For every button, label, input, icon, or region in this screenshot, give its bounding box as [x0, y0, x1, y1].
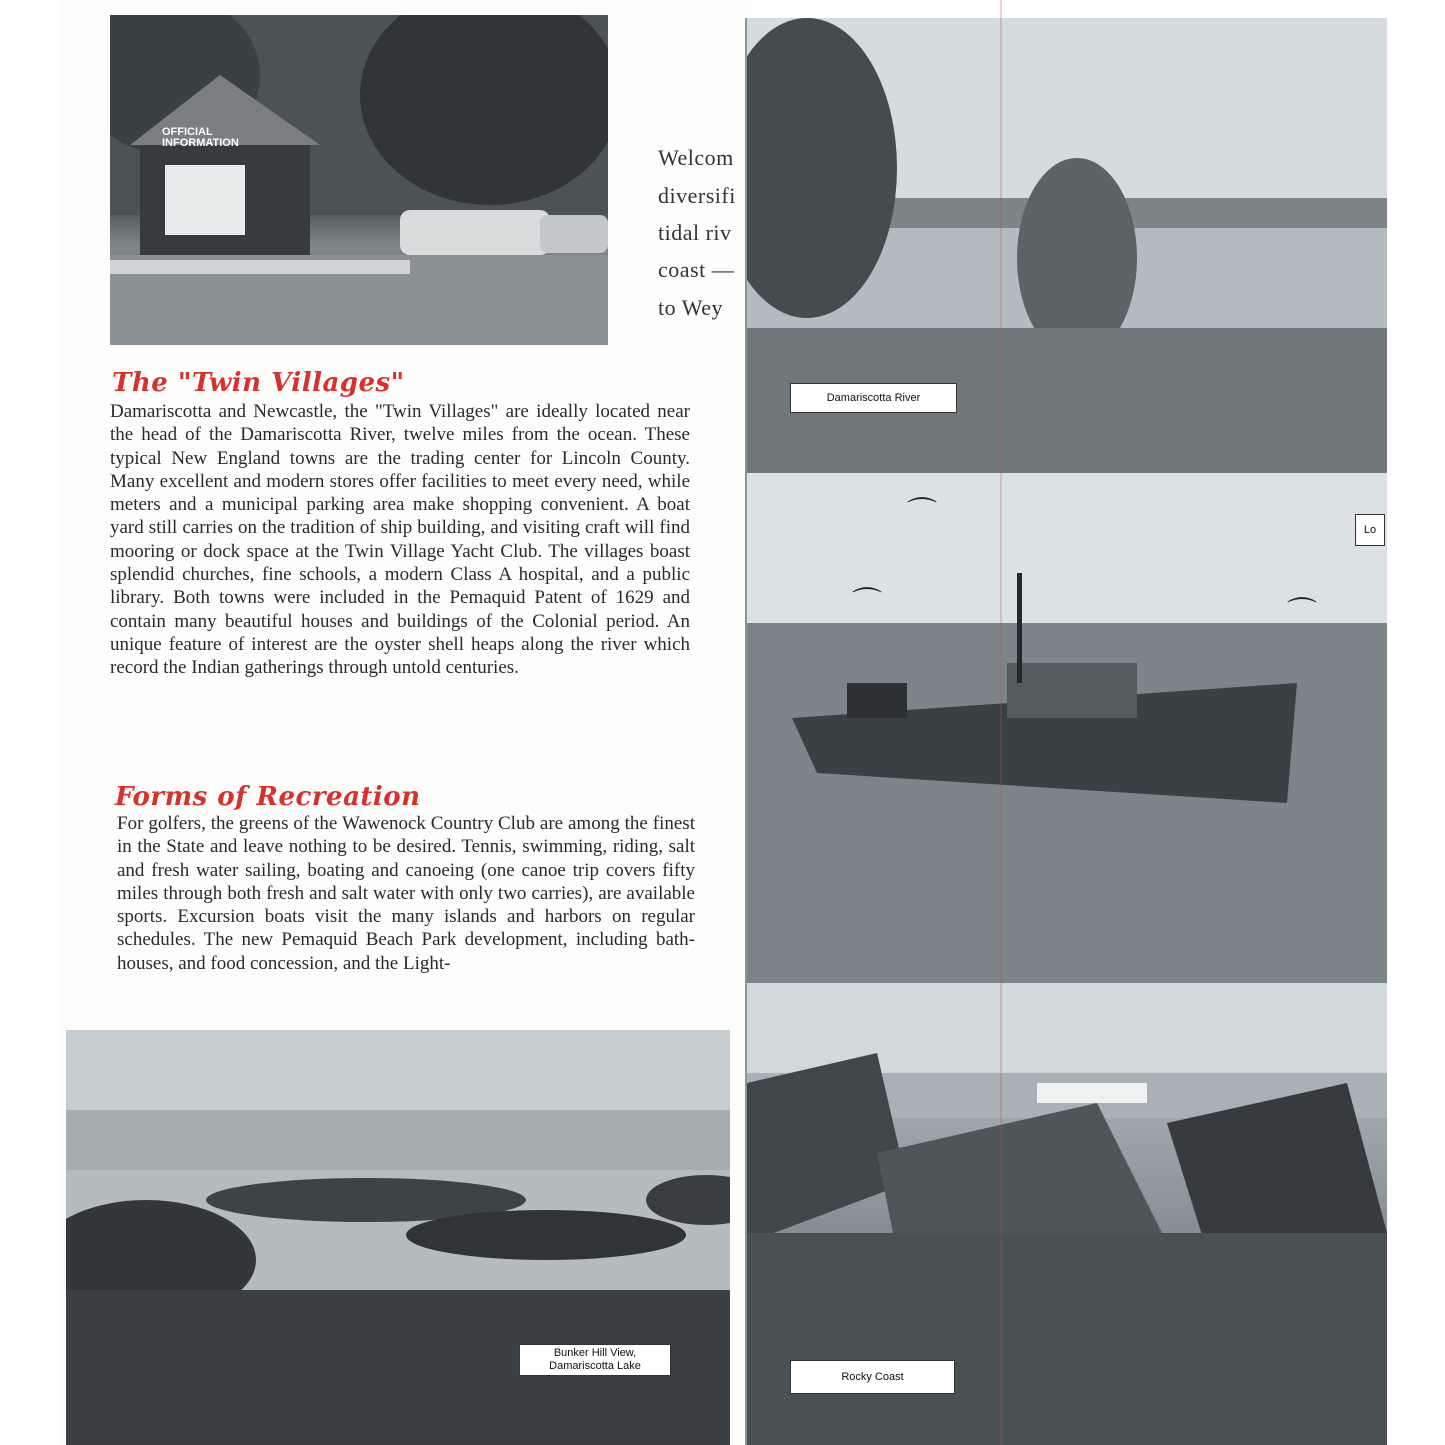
paragraph-twin-villages: Damariscotta and Newcastle, the "Twin Villages" are ideally located near the head of the Damariscotta River, twelve miles from the ocean. These typical New England towns are the trading center for Lincoln County. Many excellent and modern stores offer facilities to meet every need, while meters and a municipal parking area make shopping convenient. A boat yard still carries on the tradition of ship building, and visiting craft will find mooring or dock space at the Twin Village Yacht Club. The villages boast splendid churches, fine schools, a modern Class A hospital, and a public library. Both towns were included in the Pemaquid Patent of 1629 and contain many beautiful houses and buildings of the Colonial period. An unique feature of interest are the oyster shell heaps along the river which record the Indian gatherings through untold centuries. — [110, 401, 690, 679]
heading-twin-villages: The "Twin Villages" — [112, 368, 405, 398]
welcome-line-5: to Wey — [658, 295, 723, 320]
caption-bunker-hill-view — [519, 1344, 671, 1376]
booth-scene-illustration — [110, 15, 608, 345]
welcome-line-1: Welcom — [658, 145, 734, 170]
welcome-line-4: coast — — [658, 257, 735, 282]
gull-icon: ⌒ — [852, 586, 882, 621]
caption-cut-off-edge: Lo — [1355, 514, 1385, 546]
caption-bunker-line2: Damariscotta Lake — [549, 1360, 641, 1372]
gull-icon: ⌒ — [907, 496, 937, 531]
lake-scene-illustration — [66, 1030, 730, 1445]
gull-icon: ⌒ — [1287, 596, 1317, 631]
paragraph-forms-of-recreation: For golfers, the greens of the Wawenock Country Club are among the finest in the State and leave nothing to be desired. Tennis, swimming, riding, salt and fresh water sailing, boating and canoeing (one canoe trip covers fifty miles through both fresh and salt water with only two carries), are available sports. Excursion boats visit the many islands and harbors on regular schedules. The new Pemaquid Beach Park development, including bath-houses, and food concession, and the Light- — [117, 813, 695, 974]
caption-bunker-line1: Bunker Hill View, — [553, 1347, 637, 1359]
heading-forms-of-recreation: Forms of Recreation — [115, 782, 421, 812]
welcome-line-3: tidal riv — [658, 220, 732, 245]
information-sign: OFFICIAL INFORMATION — [162, 126, 239, 149]
fold-crease — [1000, 0, 1002, 1445]
boat-scene-illustration — [747, 473, 1387, 983]
right-page — [745, 18, 1387, 1445]
photo-lobster-boat — [747, 473, 1387, 983]
photo-information-booth — [110, 15, 608, 345]
caption-rocky-coast: Rocky Coast — [790, 1360, 955, 1394]
photo-bunker-hill-view — [66, 1030, 730, 1445]
caption-damariscotta-river: Damariscotta River — [790, 383, 957, 413]
welcome-line-2: diversifi — [658, 183, 736, 208]
